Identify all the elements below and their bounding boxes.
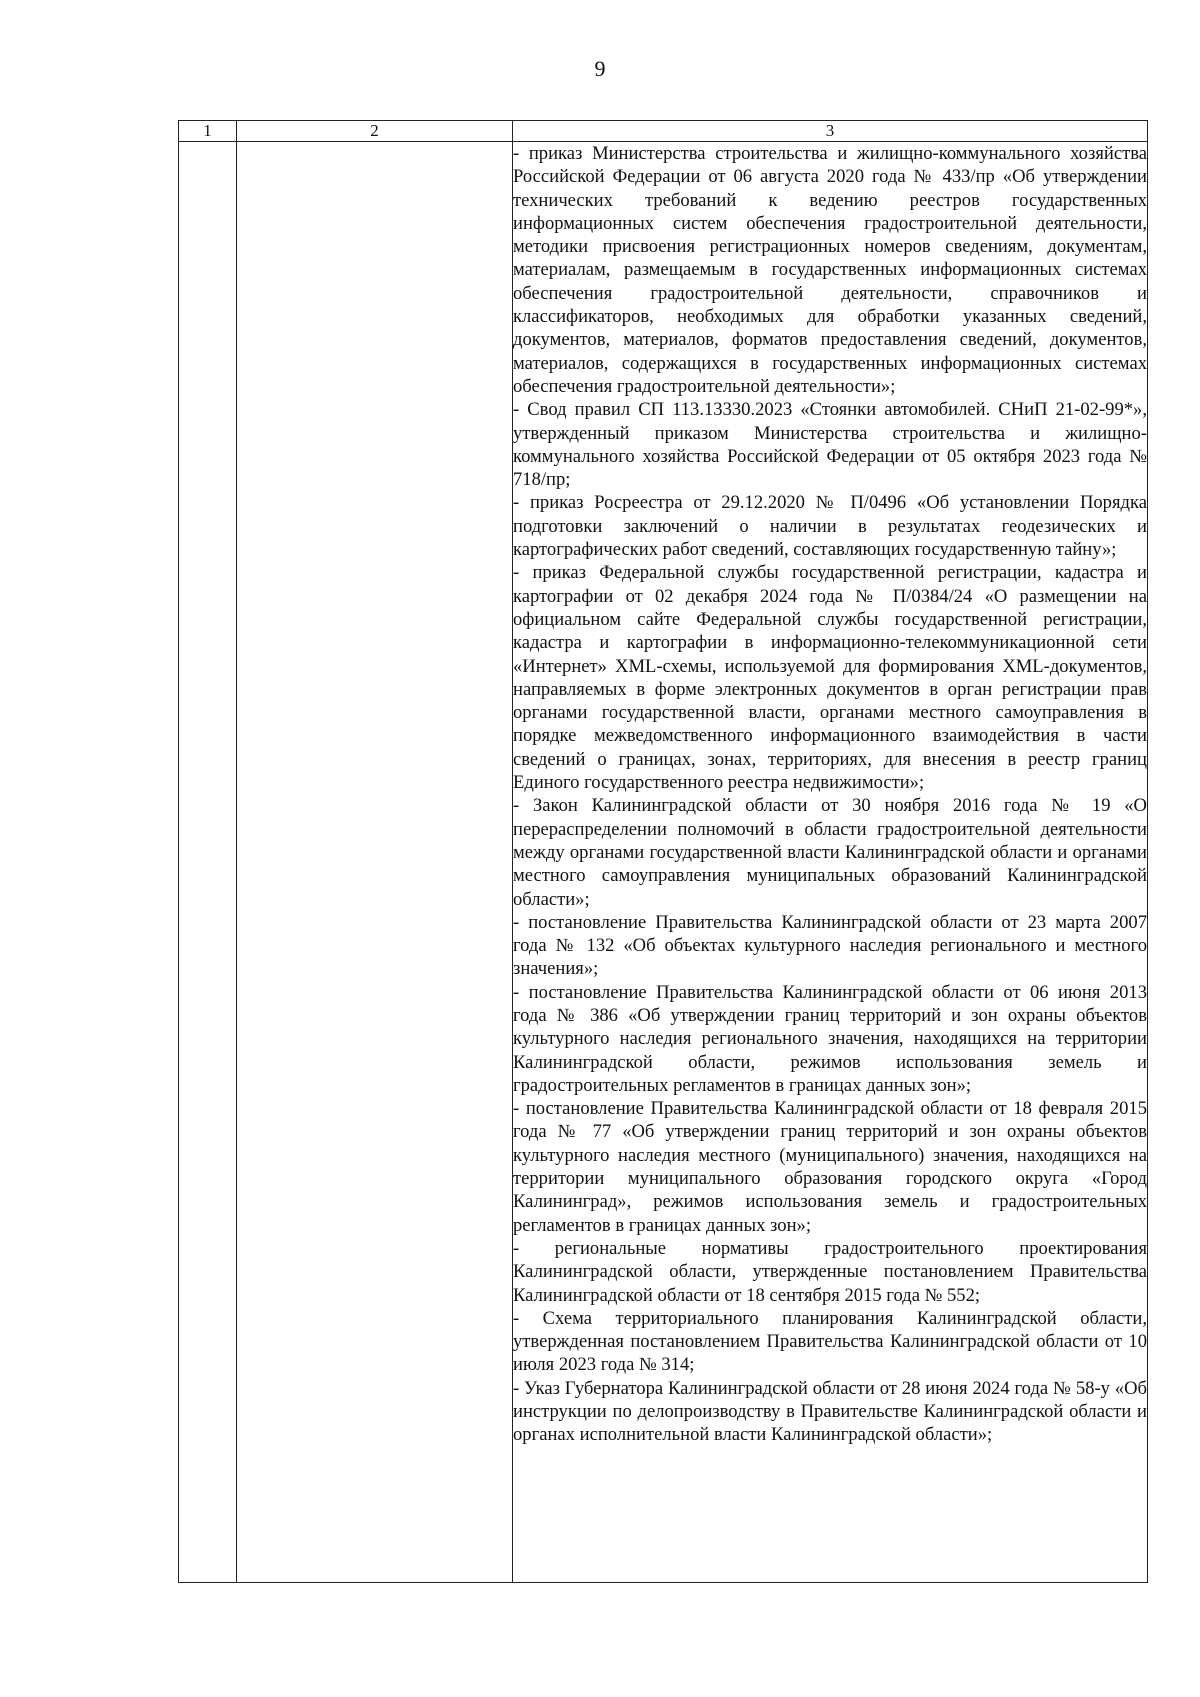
- list-item: - приказ Министерства строительства и жилищно-коммунального хозяйства Российской Федерации от 06 августа 2020 года № 433/пр «Об утверждении технических требований к ведению реестров государственных информационных систем обеспечения градостроительной деятельности, методики присвоения регистрационных номеров сведениям, документам, материалам, размещаемым в государственных информационных системах обеспечения градостроительной деятельности, справочников и классификаторов, необходимых для обработки указанных сведений, документов, материалов, форматов предоставления сведений, документов, материалов, содержащихся в государственных информационных системах обеспечения градостроительной деятельности»;: [513, 143, 1147, 397]
- list-item: - Схема территориального планирования Калининградской области, утвержденная постановлением Правительства Калининградской области от 10 июля 2023 года № 314;: [513, 1307, 1147, 1376]
- column-header-3: 3: [513, 121, 1148, 142]
- list-item: - постановление Правительства Калининградской области от 18 февраля 2015 года № 77 «Об утверждении границ территорий и зон охраны объектов культурного наследия местного (муниципального) значения, находящихся на территории муниципального образования городского округа «Город Калининград», режимов использования земель и градостроительных регламентов в границах данных зон»;: [513, 1098, 1147, 1236]
- cell-column-1: [179, 142, 237, 1583]
- document-table: [178, 120, 1148, 1583]
- list-item: - постановление Правительства Калининградской области от 23 марта 2007 года № 132 «Об объектах культурного наследия регионального и местного значения»;: [513, 911, 1147, 980]
- column-header-2: 2: [237, 121, 513, 142]
- list-item: - Закон Калининградской области от 30 ноября 2016 года № 19 «О перераспределении полномочий в области градостроительной деятельности между органами государственной власти Калининградской области и органами местного самоуправления муниципальных образований Калининградской области»;: [513, 795, 1147, 910]
- table-header-row: [179, 121, 1148, 142]
- list-item: - Указ Губернатора Калининградской области от 28 июня 2024 года № 58-у «Об инструкции по делопроизводству в Правительстве Калининградской области и органах исполнительной власти Калининградской области»;: [513, 1377, 1147, 1446]
- list-item: - приказ Федеральной службы государственной регистрации, кадастра и картографии от 02 декабря 2024 года № П/0384/24 «О размещении на официальном сайте Федеральной службы государственной регистрации, кадастра и картографии в информационно-телекоммуникационной сети «Интернет» XML-схемы, используемой для формирования XML-документов, направляемых в форме электронных документов в орган регистрации прав органами государственной власти, органами местного самоуправления в порядке межведомственного информационного взаимодействия в части сведений о границах, зонах, территориях, для внесения в реестр границ Единого государственного реестра недвижимости»;: [513, 562, 1147, 794]
- page-number: 9: [594, 56, 606, 81]
- list-item: - региональные нормативы градостроительного проектирования Калининградской области, утвержденные постановлением Правительства Калининградской области от 18 сентября 2015 года № 552;: [513, 1237, 1147, 1306]
- list-item: - Свод правил СП 113.13330.2023 «Стоянки автомобилей. СНиП 21-02-99*», утвержденный приказом Министерства строительства и жилищно-коммунального хозяйства Российской Федерации от 05 октября 2023 года № 718/пр;: [513, 399, 1147, 491]
- table-row: [179, 142, 1148, 1583]
- cell-column-3: [513, 142, 1148, 1583]
- regulation-list: [513, 142, 1147, 1447]
- list-item: - приказ Росреестра от 29.12.2020 № П/0496 «Об установлении Порядка подготовки заключений о наличии в результатах геодезических и картографических работ сведений, составляющих государственную тайну»;: [513, 492, 1147, 561]
- cell-column-2: [237, 142, 513, 1583]
- list-item: - постановление Правительства Калининградской области от 06 июня 2013 года № 386 «Об утверждении границ территорий и зон охраны объектов культурного наследия регионального значения, находящихся на территории Калининградской области, режимов использования земель и градостроительных регламентов в границах данных зон»;: [513, 981, 1147, 1096]
- column-header-1: 1: [179, 121, 237, 142]
